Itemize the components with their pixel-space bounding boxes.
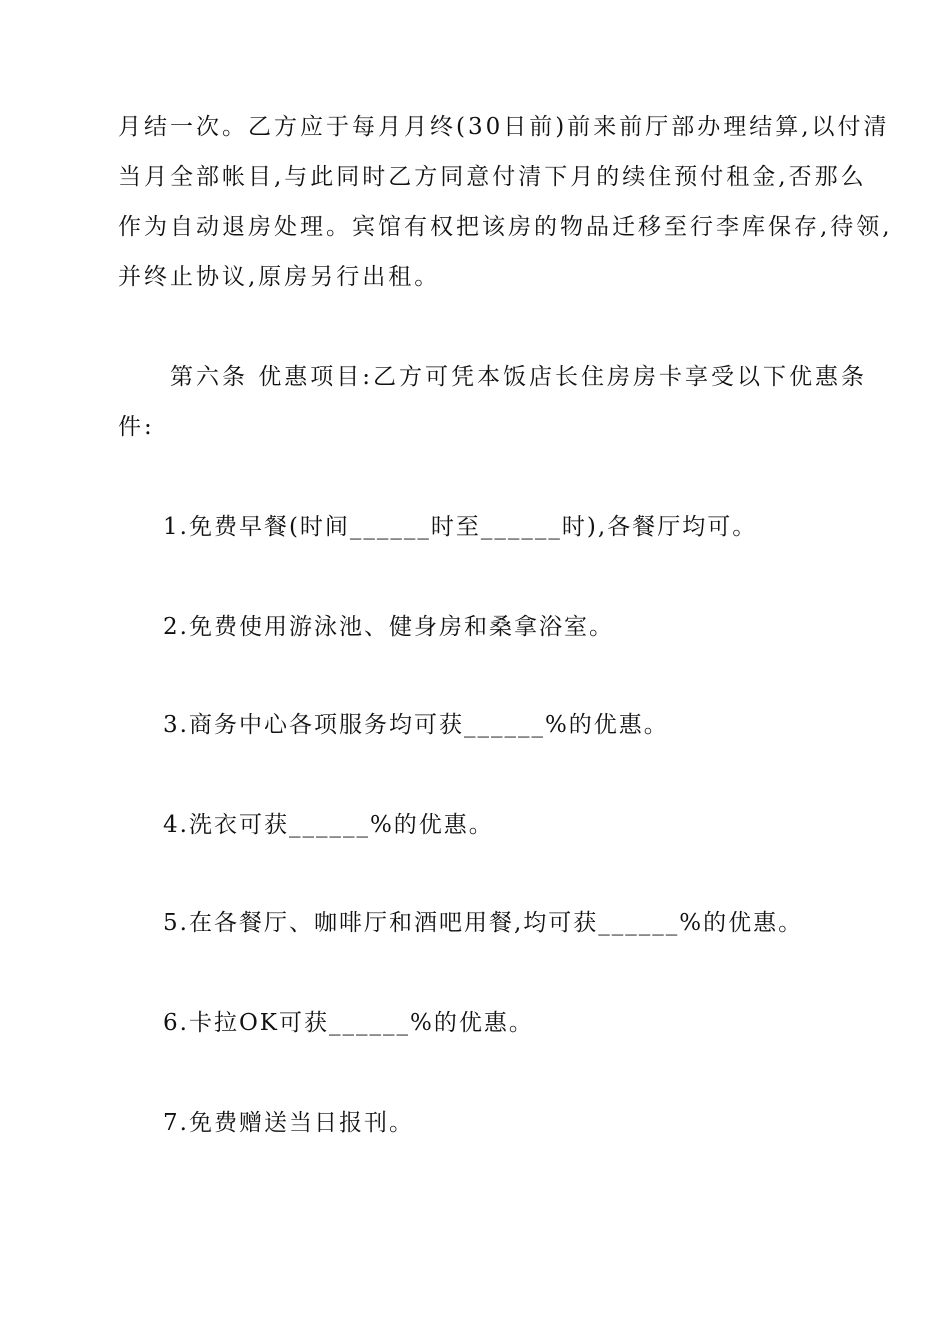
list-item: 3.商务中心各项服务均可获______%的优惠。 [163, 712, 669, 738]
paragraph-line: 作为自动退房处理。宾馆有权把该房的物品迁移至行李库保存,待领, [118, 214, 893, 240]
paragraph-line: 并终止协议,原房另行出租。 [118, 264, 441, 290]
paragraph-line: 当月全部帐目,与此同时乙方同意付清下月的续住预付租金,否那么 [118, 164, 867, 190]
paragraph-line: 月结一次。乙方应于每月月终(30日前)前来前厅部办理结算,以付清 [118, 114, 890, 140]
article-6-continuation: 件: [118, 414, 155, 440]
list-item: 4.洗衣可获______%的优惠。 [163, 812, 494, 838]
list-item: 5.在各餐厅、咖啡厅和酒吧用餐,均可获______%的优惠。 [163, 910, 804, 936]
list-item: 6.卡拉OK可获______%的优惠。 [163, 1010, 534, 1036]
list-item: 7.免费赠送当日报刊。 [163, 1110, 414, 1136]
list-item: 2.免费使用游泳池、健身房和桑拿浴室。 [163, 614, 614, 640]
list-item: 1.免费早餐(时间______时至______时),各餐厅均可。 [163, 514, 758, 540]
article-6-heading: 第六条 优惠项目:乙方可凭本饭店长住房房卡享受以下优惠条 [170, 364, 868, 390]
